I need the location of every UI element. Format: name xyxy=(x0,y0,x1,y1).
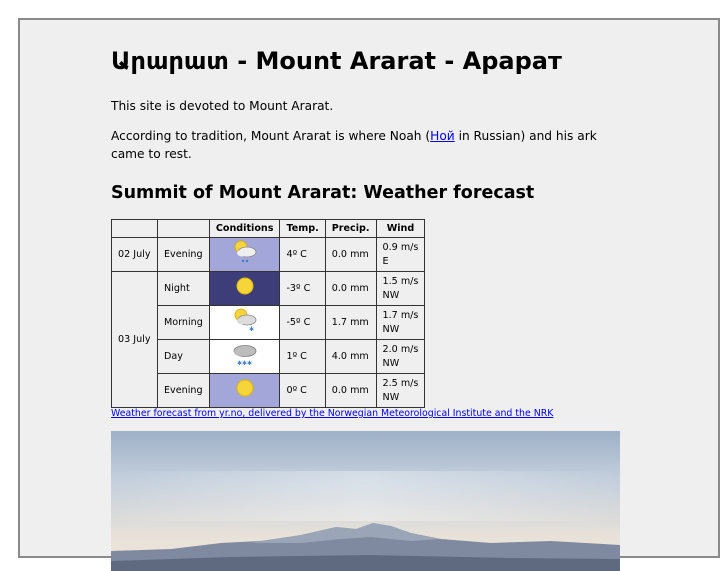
wind-cell xyxy=(376,374,425,408)
title-separator: - xyxy=(436,47,463,75)
date-cell: 02 July xyxy=(112,238,158,272)
conditions-cell xyxy=(209,340,280,374)
wind-direction: NW xyxy=(382,357,400,369)
yr-credit-link[interactable]: Weather forecast from yr.no, delivered by the Norwegian Meteorological Institute and the NRK xyxy=(111,408,554,419)
tradition-text xyxy=(111,127,631,163)
wind-cell xyxy=(376,272,425,306)
conditions-cell xyxy=(209,306,280,340)
date-cell: 03 July xyxy=(112,272,158,408)
conditions-cell xyxy=(209,238,280,272)
precip-cell: 0.0 mm xyxy=(325,238,376,272)
cloud-snow-icon xyxy=(230,340,260,368)
wind-speed: 0.9 m/s xyxy=(382,241,419,253)
period-cell: Day xyxy=(158,340,210,374)
title-separator: - xyxy=(228,47,256,75)
temp-cell: -3º C xyxy=(280,272,325,306)
precip-cell: 0.0 mm xyxy=(325,374,376,408)
header-temp: Temp. xyxy=(280,220,325,238)
tradition-text-before: According to tradition, Mount Ararat is where Noah ( xyxy=(111,129,431,143)
wind-direction: NW xyxy=(382,289,400,301)
header-conditions: Conditions xyxy=(209,220,280,238)
table-row xyxy=(112,272,425,306)
intro-text: This site is devoted to Mount Ararat. xyxy=(111,99,334,113)
table-row xyxy=(112,374,425,408)
noah-russian-link[interactable]: Ной xyxy=(430,129,455,143)
svg-text:✱✱✱: ✱✱✱ xyxy=(236,360,252,367)
partly-cloudy-snow-icon xyxy=(230,238,260,266)
temp-cell: 0º C xyxy=(280,374,325,408)
precip-cell: 0.0 mm xyxy=(325,272,376,306)
temp-cell: -5º C xyxy=(280,306,325,340)
wind-speed: 1.5 m/s xyxy=(382,275,419,287)
main-content xyxy=(111,44,631,419)
temp-cell: 4º C xyxy=(280,238,325,272)
weather-table xyxy=(111,219,425,408)
table-row xyxy=(112,306,425,340)
wind-cell xyxy=(376,340,425,374)
precip-cell: 4.0 mm xyxy=(325,340,376,374)
conditions-cell xyxy=(209,272,280,306)
page-title xyxy=(111,44,631,78)
title-english: Mount Ararat xyxy=(255,47,436,75)
wind-speed: 2.5 m/s xyxy=(382,377,419,389)
period-cell: Night xyxy=(158,272,210,306)
sun-icon xyxy=(230,272,260,300)
period-cell: Evening xyxy=(158,238,210,272)
title-armenian: Արարատ xyxy=(111,47,229,75)
table-row xyxy=(112,340,425,374)
page-frame xyxy=(18,18,720,558)
header-empty-cell xyxy=(158,220,210,238)
header-precip: Precip. xyxy=(325,220,376,238)
wind-cell xyxy=(376,238,425,272)
wind-cell xyxy=(376,306,425,340)
partly-cloudy-snow-icon xyxy=(230,306,260,334)
wind-direction: NW xyxy=(382,391,400,403)
mount-ararat-photo xyxy=(111,431,620,571)
header-wind: Wind xyxy=(376,220,425,238)
temp-cell: 1º C xyxy=(280,340,325,374)
table-header-row xyxy=(112,220,425,238)
forecast-heading: Summit of Mount Ararat: Weather forecast xyxy=(111,183,535,203)
conditions-cell xyxy=(209,374,280,408)
period-cell: Morning xyxy=(158,306,210,340)
table-row xyxy=(112,238,425,272)
precip-cell: 1.7 mm xyxy=(325,306,376,340)
sun-icon xyxy=(230,374,260,402)
title-russian: Арарат xyxy=(462,47,562,75)
period-cell: Evening xyxy=(158,374,210,408)
wind-speed: 1.7 m/s xyxy=(382,309,419,321)
header-empty-cell xyxy=(112,220,158,238)
wind-speed: 2.0 m/s xyxy=(382,343,419,355)
wind-direction: E xyxy=(382,255,389,267)
wind-direction: NW xyxy=(382,323,400,335)
tradition-text-after: in Russian) and his ark came to rest. xyxy=(111,129,597,161)
svg-text:✱: ✱ xyxy=(248,326,254,333)
